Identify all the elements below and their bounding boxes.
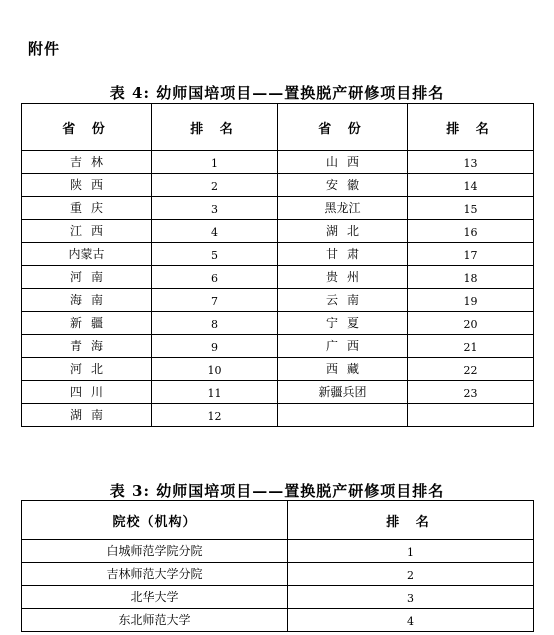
header-province-1: 省 份 <box>22 104 152 151</box>
province-cell: 陕西 <box>22 174 152 197</box>
header-province-2: 省 份 <box>278 104 408 151</box>
province-cell: 宁夏 <box>278 312 408 335</box>
rank-cell: 7 <box>152 289 278 312</box>
province-cell <box>278 404 408 427</box>
institution-cell: 白城师范学院分院 <box>22 540 288 563</box>
table-row <box>22 381 534 404</box>
rank-cell: 13 <box>408 151 534 174</box>
rank-cell: 22 <box>408 358 534 381</box>
rank-cell: 5 <box>152 243 278 266</box>
header-rank-2: 排 名 <box>408 104 534 151</box>
rank-cell: 2 <box>288 563 534 586</box>
province-cell: 云南 <box>278 289 408 312</box>
rank-cell: 4 <box>288 609 534 632</box>
rank-cell: 9 <box>152 335 278 358</box>
table-row <box>22 243 534 266</box>
table-header-row <box>22 501 534 540</box>
rank-cell: 18 <box>408 266 534 289</box>
table-row <box>22 563 534 586</box>
rank-cell: 15 <box>408 197 534 220</box>
rank-cell: 2 <box>152 174 278 197</box>
table-row <box>22 358 534 381</box>
table1-title: 表 4: 幼师国培项目——置换脱产研修项目排名 <box>109 84 445 102</box>
province-cell: 吉林 <box>22 151 152 174</box>
institution-ranking-table <box>21 500 534 632</box>
province-cell: 黑龙江 <box>278 197 408 220</box>
province-cell: 广西 <box>278 335 408 358</box>
rank-cell: 1 <box>152 151 278 174</box>
rank-cell: 1 <box>288 540 534 563</box>
table-header-row <box>22 104 534 151</box>
province-cell: 河南 <box>22 266 152 289</box>
table-row <box>22 586 534 609</box>
table-row <box>22 609 534 632</box>
rank-cell: 10 <box>152 358 278 381</box>
province-cell: 甘肃 <box>278 243 408 266</box>
rank-cell: 6 <box>152 266 278 289</box>
institution-cell: 东北师范大学 <box>22 609 288 632</box>
rank-cell: 3 <box>152 197 278 220</box>
table-row <box>22 335 534 358</box>
province-cell: 新疆兵团 <box>278 381 408 404</box>
rank-cell: 8 <box>152 312 278 335</box>
province-cell: 内蒙古 <box>22 243 152 266</box>
rank-cell: 3 <box>288 586 534 609</box>
table2-title: 表 3: 幼师国培项目——置换脱产研修项目排名 <box>109 482 445 500</box>
province-cell: 湖南 <box>22 404 152 427</box>
table-row <box>22 404 534 427</box>
rank-cell: 23 <box>408 381 534 404</box>
table-row <box>22 289 534 312</box>
rank-cell: 21 <box>408 335 534 358</box>
attachment-label: 附件 <box>28 40 61 58</box>
province-cell: 江西 <box>22 220 152 243</box>
table-row <box>22 151 534 174</box>
table-row <box>22 197 534 220</box>
rank-cell: 20 <box>408 312 534 335</box>
province-cell: 贵州 <box>278 266 408 289</box>
rank-cell: 11 <box>152 381 278 404</box>
table-row <box>22 266 534 289</box>
province-cell: 山西 <box>278 151 408 174</box>
header-rank: 排 名 <box>288 501 534 540</box>
institution-cell: 北华大学 <box>22 586 288 609</box>
province-cell: 西藏 <box>278 358 408 381</box>
table-row <box>22 540 534 563</box>
rank-cell: 4 <box>152 220 278 243</box>
province-cell: 重庆 <box>22 197 152 220</box>
province-cell: 新疆 <box>22 312 152 335</box>
rank-cell: 16 <box>408 220 534 243</box>
province-cell: 湖北 <box>278 220 408 243</box>
table-row <box>22 174 534 197</box>
table-row <box>22 312 534 335</box>
header-institution: 院校（机构） <box>22 501 288 540</box>
header-rank-1: 排 名 <box>152 104 278 151</box>
rank-cell: 14 <box>408 174 534 197</box>
rank-cell: 17 <box>408 243 534 266</box>
province-cell: 四川 <box>22 381 152 404</box>
province-cell: 河北 <box>22 358 152 381</box>
province-cell: 海南 <box>22 289 152 312</box>
institution-cell: 吉林师范大学分院 <box>22 563 288 586</box>
rank-cell <box>408 404 534 427</box>
province-ranking-table <box>21 103 534 427</box>
province-cell: 安徽 <box>278 174 408 197</box>
rank-cell: 12 <box>152 404 278 427</box>
table-row <box>22 220 534 243</box>
province-cell: 青海 <box>22 335 152 358</box>
rank-cell: 19 <box>408 289 534 312</box>
